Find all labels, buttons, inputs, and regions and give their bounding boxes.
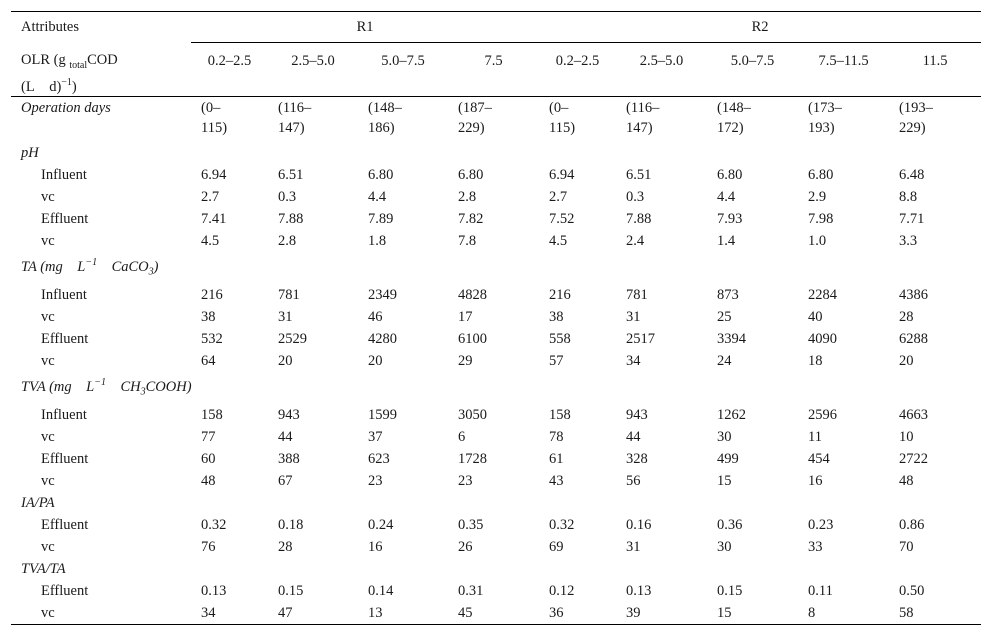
table-cell: 454 (808, 450, 830, 467)
table-cell: 2529 (278, 330, 307, 347)
table-cell: 781 (626, 286, 648, 303)
table-cell: 31 (626, 308, 641, 325)
operation-days-part: 147) (278, 120, 305, 137)
olr-value-cell: 7.5–11.5 (798, 43, 889, 97)
table-row (11, 602, 981, 625)
operation-days-part: (116– (278, 100, 312, 117)
olr-value-cell: 7.5 (448, 43, 539, 97)
row-label: vc (41, 428, 55, 445)
table-cell: 0.32 (549, 516, 575, 533)
table-row (11, 448, 981, 470)
table-cell: 17 (458, 308, 473, 325)
olr-line2a: (L (21, 79, 35, 96)
table-cell: 4.5 (201, 233, 220, 250)
table-cell: 30 (717, 538, 732, 555)
table-cell: 48 (899, 472, 914, 489)
table-cell: 7.93 (717, 211, 743, 228)
section-header-row (11, 492, 981, 514)
row-label: Effluent (41, 450, 89, 467)
table-cell: 0.3 (626, 189, 645, 206)
operation-days-part: (148– (368, 100, 402, 117)
operation-days-part: 229) (458, 120, 485, 137)
operation-days-part: 186) (368, 120, 395, 137)
table-cell: 781 (278, 286, 300, 303)
table-cell: 7.71 (899, 211, 925, 228)
section-header-row (11, 558, 981, 580)
olr-line2b: d) (49, 79, 62, 96)
table-cell: 2722 (899, 450, 929, 467)
table-cell: 56 (626, 472, 641, 489)
operation-days-cell (707, 97, 798, 143)
table-cell: 4828 (458, 286, 487, 303)
operation-days-part: 172) (717, 120, 744, 137)
table-cell: 0.50 (899, 582, 925, 599)
section-header-row (11, 252, 981, 284)
table-cell: 6.94 (201, 167, 227, 184)
section-title-sub: 3 (148, 266, 154, 278)
table-cell: 40 (808, 308, 823, 325)
row-label: Effluent (41, 330, 89, 347)
table-cell: 78 (549, 428, 564, 445)
operation-days-part: 229) (899, 120, 926, 137)
header-row-olr (11, 43, 981, 97)
table-cell: 388 (278, 450, 300, 467)
table-cell: 29 (458, 352, 473, 369)
table-row (11, 514, 981, 536)
table-cell: 532 (201, 330, 223, 347)
operation-days-part: 147) (626, 120, 653, 137)
table-cell: 2.4 (626, 233, 645, 250)
olr-prefix: OLR (g (21, 51, 66, 68)
table-cell: 1599 (368, 406, 397, 423)
section-title-a: TVA (mg (21, 378, 72, 395)
table-cell: 20 (368, 352, 383, 369)
attributes-table (11, 11, 981, 625)
olr-sup: −1 (61, 77, 72, 89)
row-label: Effluent (41, 582, 89, 599)
operation-days-label: Operation days (21, 100, 111, 117)
table-cell: 0.11 (808, 582, 833, 599)
table-cell: 30 (717, 428, 732, 445)
row-label: vc (41, 538, 55, 555)
row-label: Effluent (41, 516, 89, 533)
operation-days-part: (116– (626, 100, 660, 117)
table-cell: 36 (539, 602, 616, 625)
table-cell: 158 (201, 406, 223, 423)
operation-days-part: (187– (458, 100, 492, 117)
table-cell: 7.52 (549, 211, 575, 228)
table-cell: 6.48 (899, 167, 925, 184)
table-cell: 58 (889, 602, 981, 625)
table-cell: 38 (201, 308, 216, 325)
section-title-c: CH (120, 378, 141, 395)
table-cell: 0.13 (201, 582, 227, 599)
table-cell: 16 (368, 538, 383, 555)
table-cell: 0.13 (626, 582, 652, 599)
section-title-sup: −1 (85, 257, 98, 269)
olr-value-cell: 0.2–2.5 (539, 43, 616, 97)
table-cell: 20 (899, 352, 914, 369)
table-cell: 25 (717, 308, 732, 325)
table-cell: 47 (268, 602, 358, 625)
table-cell: 0.86 (899, 516, 925, 533)
operation-days-part: 115) (549, 120, 576, 137)
table-cell: 6.51 (278, 167, 304, 184)
table-cell: 37 (368, 428, 383, 445)
olr-value-cell: 2.5–5.0 (616, 43, 707, 97)
table-cell: 8.8 (899, 189, 918, 206)
group-header-r1: R1 (191, 12, 539, 43)
table-cell: 4280 (368, 330, 397, 347)
olr-value-cell: 11.5 (889, 43, 981, 97)
table-cell: 7.8 (458, 233, 477, 250)
row-label: vc (41, 352, 55, 369)
table-cell: 60 (201, 450, 216, 467)
table-cell: 69 (549, 538, 564, 555)
data-table-container (11, 11, 981, 621)
table-cell: 2.9 (808, 189, 827, 206)
table-cell: 2.8 (458, 189, 477, 206)
table-cell: 2349 (368, 286, 397, 303)
table-cell: 4386 (899, 286, 929, 303)
operation-days-part: (0– (201, 100, 221, 117)
table-cell: 4.5 (549, 233, 568, 250)
table-cell: 70 (899, 538, 914, 555)
row-label: vc (41, 472, 55, 489)
table-cell: 6.51 (626, 167, 652, 184)
table-cell: 26 (458, 538, 473, 555)
table-cell: 48 (201, 472, 216, 489)
table-cell: 2.7 (549, 189, 568, 206)
table-cell: 44 (626, 428, 641, 445)
operation-days-cell (539, 97, 616, 143)
table-row (11, 208, 981, 230)
olr-close: ) (71, 79, 77, 96)
table-cell: 0.24 (368, 516, 394, 533)
table-row (11, 426, 981, 448)
table-cell: 23 (458, 472, 473, 489)
table-row (11, 404, 981, 426)
row-label: Effluent (41, 211, 89, 228)
table-cell: 943 (278, 406, 300, 423)
table-cell: 0.15 (717, 582, 743, 599)
table-cell: 7.41 (201, 211, 227, 228)
operation-days-part: (173– (808, 100, 842, 117)
operation-days-cell (616, 97, 707, 143)
table-cell: 57 (549, 352, 564, 369)
table-row (11, 350, 981, 372)
table-row (11, 328, 981, 350)
table-cell: 6.80 (368, 167, 394, 184)
olr-value-cell: 5.0–7.5 (358, 43, 448, 97)
table-cell: 39 (616, 602, 707, 625)
operation-days-row (11, 97, 981, 143)
table-cell: 2284 (808, 286, 838, 303)
operation-days-part: 193) (808, 120, 835, 137)
table-cell: 2517 (626, 330, 656, 347)
table-cell: 1728 (458, 450, 487, 467)
table-cell: 0.36 (717, 516, 743, 533)
table-cell: 4.4 (717, 189, 736, 206)
operation-days-cell (268, 97, 358, 143)
section-header-row (11, 372, 981, 404)
table-cell: 158 (549, 406, 571, 423)
table-cell: 216 (201, 286, 223, 303)
olr-value-cell: 5.0–7.5 (707, 43, 798, 97)
table-cell: 6.80 (458, 167, 484, 184)
section-title-a: TA (mg (21, 259, 63, 276)
table-cell: 216 (549, 286, 571, 303)
table-cell: 0.31 (458, 582, 484, 599)
row-label: Influent (41, 286, 87, 303)
table-cell: 0.14 (368, 582, 394, 599)
table-cell: 28 (899, 308, 914, 325)
table-cell: 18 (808, 352, 823, 369)
operation-days-part: 115) (201, 120, 228, 137)
table-cell: 0.18 (278, 516, 304, 533)
section-title-sup: −1 (94, 376, 106, 388)
row-label: vc (11, 602, 191, 625)
table-row (11, 164, 981, 186)
section-title-b: L (86, 378, 95, 395)
table-cell: 11 (808, 428, 823, 445)
table-cell: 1.0 (808, 233, 827, 250)
section-title: IA/PA (21, 494, 55, 511)
section-title-sub: 3 (140, 386, 146, 398)
table-cell: 15 (717, 472, 732, 489)
table-cell: 44 (278, 428, 293, 445)
table-cell: 7.98 (808, 211, 834, 228)
table-cell: 67 (278, 472, 293, 489)
header-row-groups (11, 12, 981, 43)
table-cell: 16 (808, 472, 823, 489)
attributes-header: Attributes (11, 12, 191, 43)
table-cell: 499 (717, 450, 739, 467)
table-cell: 7.88 (278, 211, 304, 228)
operation-days-cell (889, 97, 981, 143)
table-cell: 0.15 (278, 582, 304, 599)
table-cell: 77 (201, 428, 216, 445)
olr-mid: COD (87, 51, 118, 68)
table-cell: 38 (549, 308, 564, 325)
operation-days-cell (358, 97, 448, 143)
section-title-d: COOH) (145, 378, 192, 395)
operation-days-cell (448, 97, 539, 143)
olr-value-cell: 2.5–5.0 (268, 43, 358, 97)
operation-days-cell (798, 97, 889, 143)
table-cell: 6.80 (808, 167, 834, 184)
group-header-r2: R2 (539, 12, 981, 43)
table-cell: 23 (368, 472, 383, 489)
table-cell: 0.32 (201, 516, 227, 533)
operation-days-cell (191, 97, 268, 143)
table-cell: 7.89 (368, 211, 394, 228)
section-title: pH (21, 145, 39, 162)
table-cell: 34 (191, 602, 268, 625)
table-row (11, 536, 981, 558)
table-cell: 2.7 (201, 189, 220, 206)
section-title-d: ) (153, 259, 159, 276)
table-row (11, 284, 981, 306)
table-cell: 873 (717, 286, 739, 303)
row-label: vc (41, 233, 55, 250)
table-cell: 3394 (717, 330, 747, 347)
table-cell: 328 (626, 450, 648, 467)
section-title: TVA/TA (21, 560, 66, 577)
table-cell: 0.35 (458, 516, 484, 533)
table-cell: 4.4 (368, 189, 387, 206)
table-cell: 6 (458, 428, 466, 445)
table-cell: 1262 (717, 406, 747, 423)
table-cell: 10 (899, 428, 914, 445)
table-cell: 6288 (899, 330, 929, 347)
section-title (11, 372, 981, 404)
table-cell: 8 (798, 602, 889, 625)
table-cell: 15 (707, 602, 798, 625)
section-title-b: L (77, 259, 86, 276)
table-cell: 623 (368, 450, 390, 467)
table-row (11, 230, 981, 252)
olr-header (11, 43, 191, 97)
table-cell: 7.88 (626, 211, 652, 228)
olr-sub: total (69, 59, 88, 71)
table-cell: 0.23 (808, 516, 834, 533)
table-cell: 76 (201, 538, 216, 555)
table-cell: 6.94 (549, 167, 575, 184)
row-label: vc (41, 189, 55, 206)
table-cell: 1.4 (717, 233, 736, 250)
table-cell: 6.80 (717, 167, 743, 184)
row-label: Influent (41, 167, 87, 184)
section-header-row (11, 142, 981, 164)
table-cell: 1.8 (368, 233, 387, 250)
olr-value-cell: 0.2–2.5 (191, 43, 268, 97)
table-cell: 2.8 (278, 233, 297, 250)
operation-days-part: (148– (717, 100, 751, 117)
table-cell: 7.82 (458, 211, 484, 228)
table-cell: 31 (278, 308, 293, 325)
table-cell: 943 (626, 406, 648, 423)
table-cell: 64 (201, 352, 216, 369)
row-label: Influent (41, 406, 87, 423)
table-cell: 0.12 (549, 582, 575, 599)
table-cell: 3.3 (899, 233, 918, 250)
table-row (11, 470, 981, 492)
table-cell: 33 (808, 538, 823, 555)
table-cell: 2596 (808, 406, 838, 423)
table-row (11, 580, 981, 602)
table-cell: 28 (278, 538, 293, 555)
table-cell: 4663 (899, 406, 929, 423)
table-row (11, 186, 981, 208)
section-title-c: CaCO (111, 259, 149, 276)
section-title (11, 252, 981, 284)
table-cell: 45 (448, 602, 539, 625)
table-cell: 43 (549, 472, 564, 489)
row-label: vc (41, 308, 55, 325)
table-cell: 20 (278, 352, 293, 369)
operation-days-part: (0– (549, 100, 569, 117)
table-cell: 31 (626, 538, 641, 555)
table-cell: 3050 (458, 406, 487, 423)
table-cell: 34 (626, 352, 641, 369)
operation-days-part: (193– (899, 100, 933, 117)
table-cell: 558 (549, 330, 571, 347)
table-cell: 13 (358, 602, 448, 625)
table-cell: 46 (368, 308, 383, 325)
table-cell: 24 (717, 352, 732, 369)
table-cell: 6100 (458, 330, 487, 347)
table-body (11, 97, 981, 624)
table-cell: 0.3 (278, 189, 297, 206)
table-row (11, 306, 981, 328)
table-cell: 0.16 (626, 516, 652, 533)
table-cell: 61 (549, 450, 564, 467)
table-cell: 4090 (808, 330, 838, 347)
